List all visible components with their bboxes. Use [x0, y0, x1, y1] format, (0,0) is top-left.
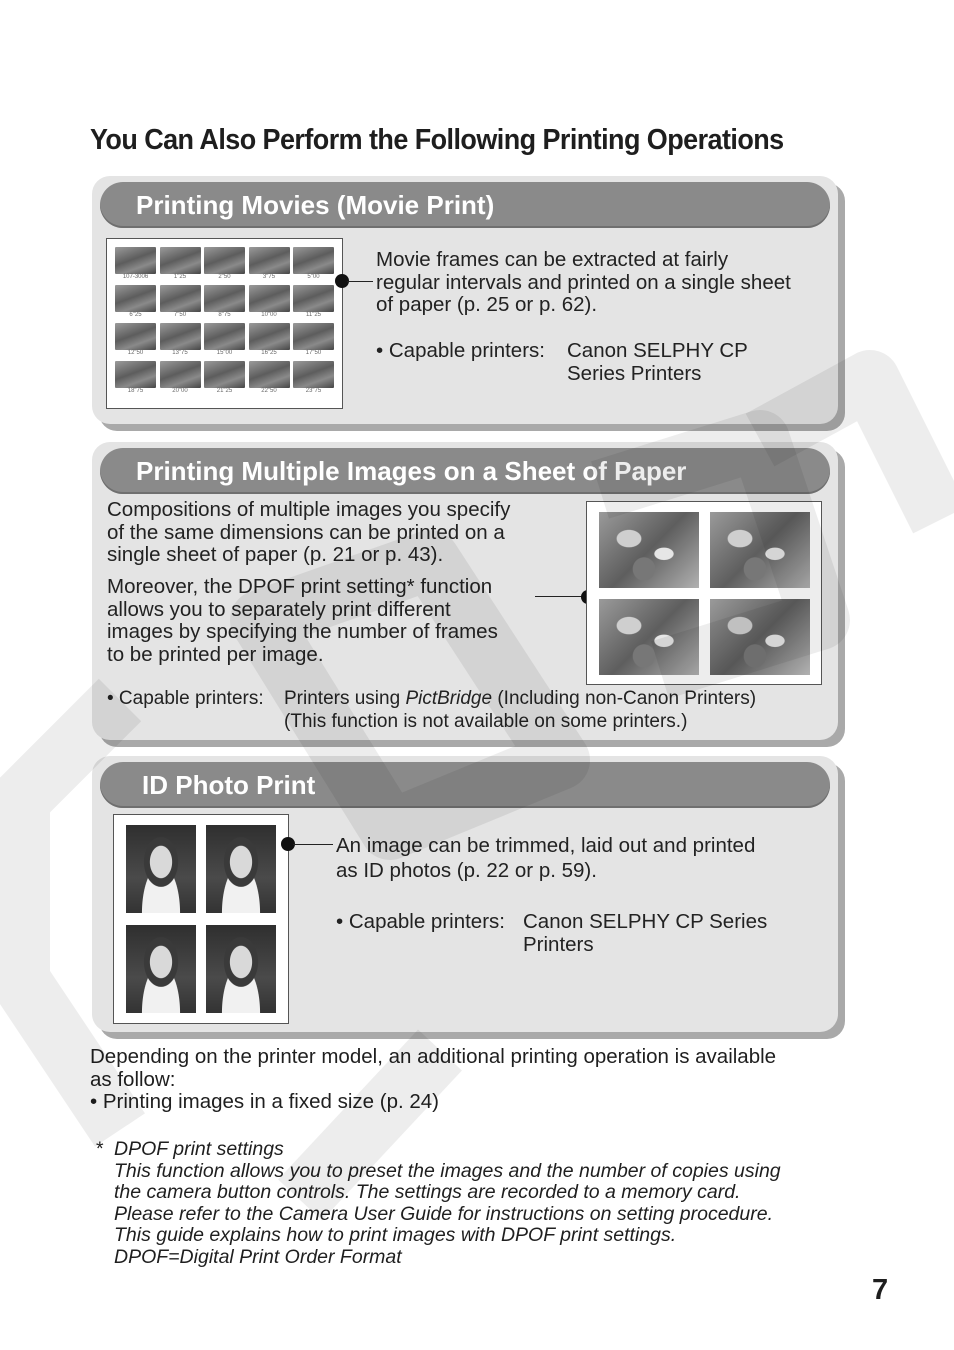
movie-frame-thumbnail — [204, 361, 245, 394]
movie-frame-thumbnail — [293, 247, 334, 280]
movie-frame-caption: 21"25 — [216, 388, 233, 394]
id-photo — [206, 925, 276, 1013]
movie-frame-caption: 15"00 — [216, 350, 233, 356]
movie-print-description: Movie frames can be extracted at fairly regular intervals and printed on a single sheet of paper (p. 25 or p. 62). — [376, 248, 791, 316]
movie-frame-image — [204, 285, 245, 312]
movie-frame-image — [249, 247, 290, 274]
id-photo-panel — [92, 756, 838, 1032]
movie-frame-image — [293, 361, 334, 388]
movie-frame-image — [249, 323, 290, 350]
id-photo-heading: ID Photo Print — [100, 762, 830, 808]
movie-frame-caption: 22"50 — [261, 388, 277, 394]
movie-frame-image — [160, 361, 201, 388]
movie-frame-caption: 6"25 — [129, 312, 142, 318]
movie-frame-image — [204, 247, 245, 274]
multiple-images-heading: Printing Multiple Images on a Sheet of Paper — [100, 448, 830, 494]
movie-frame-caption: 12"50 — [127, 350, 144, 356]
movie-frame-image — [160, 323, 201, 350]
movie-frame-thumbnail — [204, 323, 245, 356]
callout-line — [293, 844, 333, 845]
callout-line — [347, 281, 373, 282]
movie-frame-thumbnail — [115, 361, 156, 394]
movie-frame-image — [249, 361, 290, 388]
movie-frame-caption: 13"75 — [172, 350, 188, 356]
movie-frame-caption: 3"75 — [262, 274, 276, 280]
id-photo — [206, 825, 276, 913]
movie-frame-image — [160, 285, 201, 312]
movie-print-capable-value: Canon SELPHY CP Series Printers — [567, 339, 748, 385]
movie-frame-image — [115, 323, 156, 350]
sheet-photo — [710, 599, 810, 675]
movie-frame-caption: 16"25 — [261, 350, 277, 356]
movie-frame-thumbnail — [204, 285, 245, 318]
movie-frame-image — [204, 361, 245, 388]
movie-frame-image — [115, 361, 156, 388]
multiple-images-capable-value: Printers using PictBridge (Including non-Canon Printers) — [284, 688, 757, 709]
movie-frame-thumbnail — [115, 247, 156, 280]
movie-frame-thumbnail — [249, 361, 290, 394]
movie-frame-thumbnail — [160, 247, 201, 280]
sheet-photo — [710, 512, 810, 588]
multiple-images-capable-note: (This function is not available on some printers.) — [284, 711, 688, 732]
movie-print-capable-label: • Capable printers: — [376, 339, 545, 362]
movie-frame-image — [115, 285, 156, 312]
movie-frame-thumbnail — [249, 247, 290, 280]
id-photo-sheet — [113, 814, 289, 1024]
movie-frame-caption: 8"75 — [218, 312, 231, 318]
movie-frame-thumbnail — [293, 323, 334, 356]
movie-frame-caption: 18"75 — [127, 388, 144, 394]
page-number: 7 — [872, 1274, 889, 1306]
movie-frame-caption: 5"00 — [307, 274, 320, 280]
movie-frame-caption: 17"50 — [305, 350, 322, 356]
movie-frame-thumbnail — [160, 323, 201, 356]
id-photo-capable-value: Canon SELPHY CP Series Printers — [523, 910, 768, 956]
id-photo-capable-label: • Capable printers: — [336, 910, 505, 933]
movie-frame-image — [115, 247, 156, 274]
movie-frame-thumbnail — [249, 323, 290, 356]
callout-line — [535, 596, 587, 597]
movie-frame-thumbnail — [160, 361, 201, 394]
movie-frame-image — [204, 323, 245, 350]
movie-frame-caption: 107-3006 — [122, 274, 149, 280]
movie-frame-image — [160, 247, 201, 274]
movie-print-panel — [92, 176, 838, 424]
movie-frame-caption: 2"50 — [218, 274, 231, 280]
movie-thumbnail-grid — [115, 247, 334, 394]
footnote-marker: * — [96, 1138, 104, 1160]
movie-frame-caption: 10"00 — [261, 312, 277, 318]
id-photo-description: An image can be trimmed, laid out and printed as ID photos (p. 22 or p. 59). — [336, 834, 756, 882]
movie-frame-thumbnail — [115, 285, 156, 318]
movie-frame-caption: 20"00 — [172, 388, 188, 394]
id-photo — [126, 825, 196, 913]
movie-frame-thumbnail — [115, 323, 156, 356]
movie-frame-thumbnail — [249, 285, 290, 318]
multiple-images-para2: Moreover, the DPOF print setting* function allows you to separately print different images by specifying the number of frames to be printed per image. — [107, 575, 498, 666]
movie-frame-image — [293, 323, 334, 350]
movie-frame-caption: 1"25 — [173, 274, 187, 280]
multiple-images-para1: Compositions of multiple images you specify of the same dimensions can be printed on a single sheet of paper (p. 21 or p. 43). — [107, 498, 511, 566]
movie-frame-thumbnail — [293, 285, 334, 318]
movie-frame-caption: 7"50 — [173, 312, 187, 318]
movie-frame-thumbnail — [204, 247, 245, 280]
movie-frame-image — [249, 285, 290, 312]
id-photo — [126, 925, 196, 1013]
multiple-images-capable-label: • Capable printers: — [107, 688, 264, 709]
multi-image-sheet — [586, 501, 822, 685]
movie-frame-thumbnail — [293, 361, 334, 394]
additional-operation-text: Depending on the printer model, an additional printing operation is available as follow: • Printing images in a fixed size (p. 24) — [90, 1045, 777, 1113]
movie-frame-caption: 23"75 — [305, 388, 322, 394]
movie-frame-thumbnail — [160, 285, 201, 318]
sheet-photo — [599, 512, 699, 588]
movie-frame-caption: 11"25 — [305, 312, 322, 318]
page-title: You Can Also Perform the Following Printing Operations — [90, 124, 784, 156]
movie-print-heading: Printing Movies (Movie Print) — [100, 182, 830, 228]
movie-frame-image — [293, 285, 334, 312]
movie-thumbnail-sheet — [106, 238, 343, 409]
sheet-photo — [599, 599, 699, 675]
multiple-images-panel — [92, 442, 838, 740]
movie-frame-image — [293, 247, 334, 274]
